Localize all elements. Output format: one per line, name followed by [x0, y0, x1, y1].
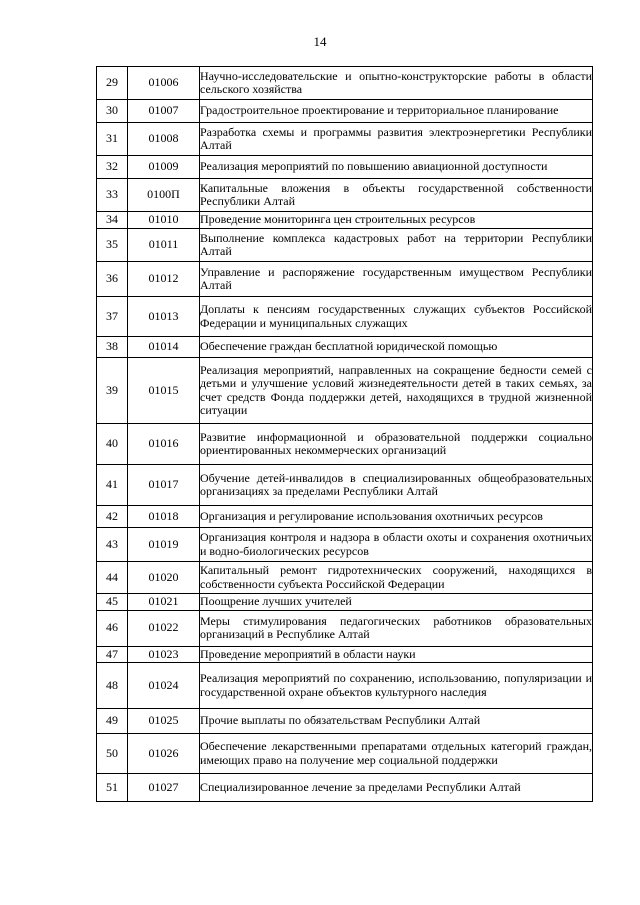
row-number-cell: 29: [97, 67, 128, 100]
code-cell: 01024: [128, 663, 200, 709]
description-cell: Проведение мониторинга цен строительных ресурсов: [200, 212, 593, 229]
code-cell: 01008: [128, 123, 200, 156]
description-cell: Доплаты к пенсиям государственных служащих субъектов Российской Федерации и муниципальных служащих: [200, 297, 593, 337]
row-number-cell: 42: [97, 506, 128, 528]
description-cell: Организация контроля и надзора в области охоты и сохранения охотничьих и водно-биологических ресурсов: [200, 528, 593, 562]
description-cell: Реализация мероприятий, направленных на сокращение бедности семей с детьми и улучшение условий жизнедеятельности детей в таких семьях, за счет средств Фонда поддержки детей, находящихся в трудной жизненной ситуации: [200, 358, 593, 424]
description-cell: Реализация мероприятий по сохранению, использованию, популяризации и государственной охране объектов культурного наследия: [200, 663, 593, 709]
row-number-cell: 48: [97, 663, 128, 709]
code-cell: 01009: [128, 156, 200, 179]
table-row: [97, 229, 593, 262]
description-cell: Обеспечение лекарственными препаратами отдельных категорий граждан, имеющих право на получение мер социальной поддержки: [200, 734, 593, 774]
description-cell: Меры стимулирования педагогических работников образовательных организаций в Республике Алтай: [200, 610, 593, 646]
table-row: [97, 179, 593, 212]
table-row: [97, 358, 593, 424]
table-row: [97, 465, 593, 506]
code-cell: 01013: [128, 297, 200, 337]
table-row: [97, 67, 593, 100]
code-cell: 01011: [128, 229, 200, 262]
code-cell: 01019: [128, 528, 200, 562]
row-number-cell: 46: [97, 610, 128, 646]
code-cell: 01027: [128, 774, 200, 802]
row-number-cell: 31: [97, 123, 128, 156]
row-number-cell: 40: [97, 424, 128, 465]
code-cell: 01012: [128, 262, 200, 297]
table-row: [97, 646, 593, 663]
table-row: [97, 156, 593, 179]
row-number-cell: 43: [97, 528, 128, 562]
table-row: [97, 663, 593, 709]
row-number-cell: 44: [97, 562, 128, 594]
code-cell: 01018: [128, 506, 200, 528]
row-number-cell: 39: [97, 358, 128, 424]
description-cell: Градостроительное проектирование и территориальное планирование: [200, 100, 593, 123]
row-number-cell: 36: [97, 262, 128, 297]
row-number-cell: 34: [97, 212, 128, 229]
row-number-cell: 32: [97, 156, 128, 179]
row-number-cell: 47: [97, 646, 128, 663]
description-cell: Организация и регулирование использования охотничьих ресурсов: [200, 506, 593, 528]
row-number-cell: 30: [97, 100, 128, 123]
description-cell: Поощрение лучших учителей: [200, 594, 593, 611]
code-cell: 01021: [128, 594, 200, 611]
description-cell: Реализация мероприятий по повышению авиационной доступности: [200, 156, 593, 179]
description-cell: Управление и распоряжение государственным имуществом Республики Алтай: [200, 262, 593, 297]
table-row: [97, 774, 593, 802]
description-cell: Специализированное лечение за пределами Республики Алтай: [200, 774, 593, 802]
row-number-cell: 51: [97, 774, 128, 802]
row-number-cell: 45: [97, 594, 128, 611]
code-cell: 01007: [128, 100, 200, 123]
row-number-cell: 38: [97, 337, 128, 358]
description-cell: Капитальные вложения в объекты государственной собственности Республики Алтай: [200, 179, 593, 212]
code-cell: 01020: [128, 562, 200, 594]
table-row: [97, 262, 593, 297]
row-number-cell: 41: [97, 465, 128, 506]
page-number: 14: [313, 34, 327, 49]
table-row: [97, 424, 593, 465]
description-cell: Обеспечение граждан бесплатной юридической помощью: [200, 337, 593, 358]
code-cell: 01022: [128, 610, 200, 646]
description-cell: Прочие выплаты по обязательствам Республики Алтай: [200, 709, 593, 734]
description-cell: Обучение детей-инвалидов в специализированных общеобразовательных организациях за пределами Республики Алтай: [200, 465, 593, 506]
code-cell: 01006: [128, 67, 200, 100]
code-cell: 01015: [128, 358, 200, 424]
table-row: [97, 610, 593, 646]
row-number-cell: 37: [97, 297, 128, 337]
table-row: [97, 212, 593, 229]
code-cell: 01025: [128, 709, 200, 734]
code-cell: 01010: [128, 212, 200, 229]
table-row: [97, 506, 593, 528]
description-cell: Капитальный ремонт гидротехнических сооружений, находящихся в собственности субъекта Российской Федерации: [200, 562, 593, 594]
code-cell: 01014: [128, 337, 200, 358]
row-number-cell: 35: [97, 229, 128, 262]
budget-codes-table: [96, 66, 593, 802]
description-cell: Выполнение комплекса кадастровых работ на территории Республики Алтай: [200, 229, 593, 262]
table-row: [97, 100, 593, 123]
table-row: [97, 562, 593, 594]
code-cell: 01023: [128, 646, 200, 663]
description-cell: Разработка схемы и программы развития электроэнергетики Республики Алтай: [200, 123, 593, 156]
table-row: [97, 734, 593, 774]
table-body: [97, 67, 593, 802]
code-cell: 0100П: [128, 179, 200, 212]
row-number-cell: 33: [97, 179, 128, 212]
table-row: [97, 528, 593, 562]
description-cell: Научно-исследовательские и опытно-конструкторские работы в области сельского хозяйства: [200, 67, 593, 100]
description-cell: Развитие информационной и образовательной поддержки социально ориентированных некоммерческих организаций: [200, 424, 593, 465]
code-cell: 01016: [128, 424, 200, 465]
row-number-cell: 50: [97, 734, 128, 774]
code-cell: 01026: [128, 734, 200, 774]
table-row: [97, 709, 593, 734]
table-row: [97, 594, 593, 611]
code-cell: 01017: [128, 465, 200, 506]
table-row: [97, 297, 593, 337]
table-row: [97, 123, 593, 156]
description-cell: Проведение мероприятий в области науки: [200, 646, 593, 663]
table-row: [97, 337, 593, 358]
row-number-cell: 49: [97, 709, 128, 734]
